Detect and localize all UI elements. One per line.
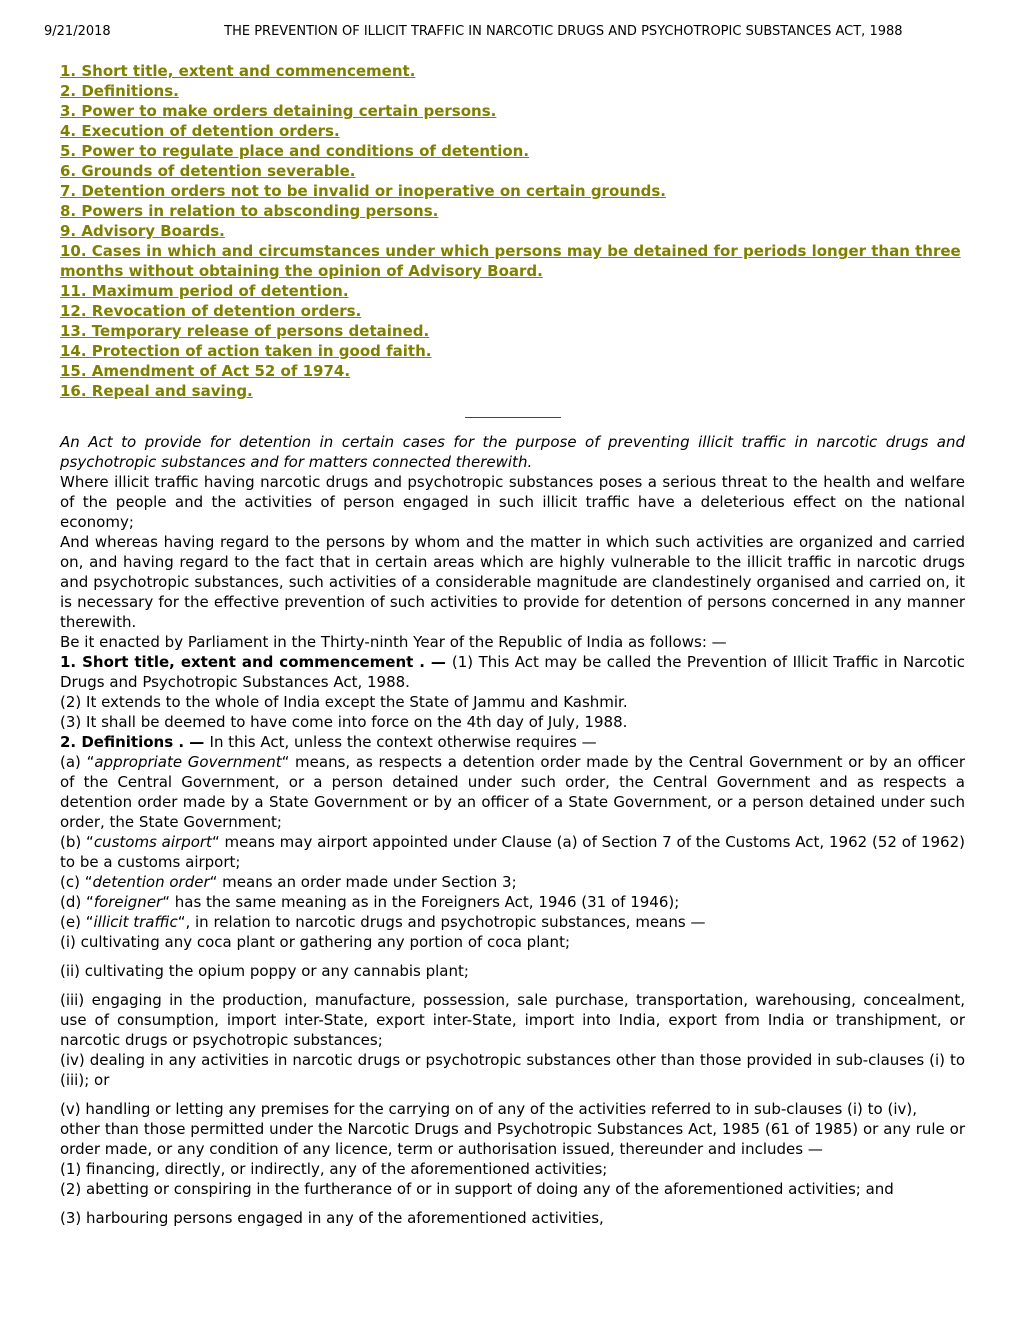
toc-item [60, 301, 965, 321]
paragraph-item-2: (2) abetting or conspiring in the furtherance of or in support of doing any of the aforementioned activities; and [60, 1180, 894, 1198]
paragraph-definition-a: (a) “appropriate Government“ means, as respects a detention order made by the Central Government or by an officer of the Central Government, or a person detained under such order, the Central Government and as respects a detention order made by a State Government or by an officer of a State Government, or a person detained under such order, the State Government; [60, 753, 966, 831]
toc-link-section-3[interactable]: 3. Power to make orders detaining certain persons. [60, 102, 497, 120]
toc-item [60, 141, 965, 161]
toc-item [60, 121, 965, 141]
paragraph-item-1: (1) financing, directly, or indirectly, any of the aforementioned activities; [60, 1160, 608, 1178]
toc-item [60, 161, 965, 181]
paragraph-definition-e: (e) “illicit traffic“, in relation to narcotic drugs and psychotropic substances, means — [60, 913, 706, 931]
toc-link-section-1[interactable]: 1. Short title, extent and commencement. [60, 62, 416, 80]
paragraph: Be it enacted by Parliament in the Thirty-ninth Year of the Republic of India as follows: — [60, 633, 727, 651]
print-header [0, 0, 1020, 55]
paragraph-subclause-iii: (iii) engaging in the production, manufacture, possession, sale purchase, transportation, warehousing, concealment, use of consumption, import inter-State, export inter-State, import into India, export from India or transhipment, or narcotic drugs or psychotropic substances; [60, 991, 965, 1049]
toc-item [60, 81, 965, 101]
toc-link-section-9[interactable]: 9. Advisory Boards. [60, 222, 225, 240]
toc-item [60, 101, 965, 121]
toc-item [60, 241, 965, 281]
paragraph: (2) It extends to the whole of India except the State of Jammu and Kashmir. [60, 693, 628, 711]
toc-item [60, 201, 965, 221]
paragraph-preamble: An Act to provide for detention in certain cases for the purpose of preventing illicit traffic in narcotic drugs and psychotropic substances and for matters connected therewith. [60, 433, 965, 471]
toc-item [60, 281, 965, 301]
paragraph-definition-d: (d) “foreigner“ has the same meaning as in the Foreigners Act, 1946 (31 of 1946); [60, 893, 680, 911]
toc-item [60, 381, 965, 401]
paragraph-section-2: 2. Definitions . — In this Act, unless the context otherwise requires — [60, 733, 597, 751]
toc-link-section-11[interactable]: 11. Maximum period of detention. [60, 282, 349, 300]
toc-link-section-15[interactable]: 15. Amendment of Act 52 of 1974. [60, 362, 351, 380]
toc-item [60, 361, 965, 381]
toc-link-section-10[interactable]: 10. Cases in which and circumstances under which persons may be detained for periods longer than three months without obtaining the opinion of Advisory Board. [60, 242, 961, 280]
toc-link-section-14[interactable]: 14. Protection of action taken in good faith. [60, 342, 432, 360]
paragraph-item-3: (3) harbouring persons engaged in any of the aforementioned activities, [60, 1209, 604, 1227]
paragraph: (3) It shall be deemed to have come into force on the 4th day of July, 1988. [60, 713, 628, 731]
paragraph-subclause-i: (i) cultivating any coca plant or gathering any portion of coca plant; [60, 933, 570, 951]
paragraph: Where illicit traffic having narcotic drugs and psychotropic substances poses a serious threat to the health and welfare of the people and the activities of person engaged in such illicit traffic have a deleterious effect on the national economy; [60, 473, 965, 531]
toc-link-section-6[interactable]: 6. Grounds of detention severable. [60, 162, 356, 180]
table-of-contents [60, 61, 965, 401]
toc-link-section-4[interactable]: 4. Execution of detention orders. [60, 122, 340, 140]
toc-item [60, 341, 965, 361]
toc-link-section-2[interactable]: 2. Definitions. [60, 82, 179, 100]
paragraph: other than those permitted under the Narcotic Drugs and Psychotropic Substances Act, 1985 (61 of 1985) or any rule or order made, or any condition of any licence, term or authorisation issued, thereunder and includes — [60, 1120, 965, 1158]
print-date: 9/21/2018 [44, 24, 111, 39]
paragraph-subclause-iv: (iv) dealing in any activities in narcotic drugs or psychotropic substances other than those provided in sub-clauses (i) to (iii); or [60, 1051, 965, 1089]
toc-link-section-12[interactable]: 12. Revocation of detention orders. [60, 302, 362, 320]
paragraph-definition-c: (c) “detention order“ means an order made under Section 3; [60, 873, 517, 891]
toc-link-section-16[interactable]: 16. Repeal and saving. [60, 382, 253, 400]
toc-item [60, 181, 965, 201]
section-divider [465, 417, 561, 418]
toc-link-section-8[interactable]: 8. Powers in relation to absconding persons. [60, 202, 439, 220]
toc-link-section-13[interactable]: 13. Temporary release of persons detained. [60, 322, 430, 340]
document-content [0, 61, 1020, 1268]
paragraph-subclause-v: (v) handling or letting any premises for the carrying on of any of the activities referred to in sub-clauses (i) to (iv), [60, 1100, 918, 1118]
toc-item [60, 221, 965, 241]
toc-link-section-7[interactable]: 7. Detention orders not to be invalid or inoperative on certain grounds. [60, 182, 666, 200]
paragraph-subclause-ii: (ii) cultivating the opium poppy or any cannabis plant; [60, 962, 469, 980]
toc-link-section-5[interactable]: 5. Power to regulate place and conditions of detention. [60, 142, 530, 160]
document-title: THE PREVENTION OF ILLICIT TRAFFIC IN NARCOTIC DRUGS AND PSYCHOTROPIC SUBSTANCES ACT, 1988 [224, 24, 903, 39]
paragraph-definition-b: (b) “customs airport“ means may airport appointed under Clause (a) of Section 7 of the Customs Act, 1962 (52 of 1962) to be a customs airport; [60, 833, 965, 871]
toc-item [60, 61, 965, 81]
toc-item [60, 321, 965, 341]
paragraph: And whereas having regard to the persons by whom and the matter in which such activities are organized and carried on, and having regard to the fact that in certain areas which are highly vulnerable to the illicit traffic in narcotic drugs and psychotropic substances, such activities of a considerable magnitude are clandestinely organised and carried on, it is necessary for the effective prevention of such activities to provide for detention of persons concerned in any manner therewith. [60, 533, 965, 631]
paragraph-section-1: 1. Short title, extent and commencement . — (1) This Act may be called the Prevention of Illicit Traffic in Narcotic Drugs and Psychotropic Substances Act, 1988. [60, 653, 965, 691]
